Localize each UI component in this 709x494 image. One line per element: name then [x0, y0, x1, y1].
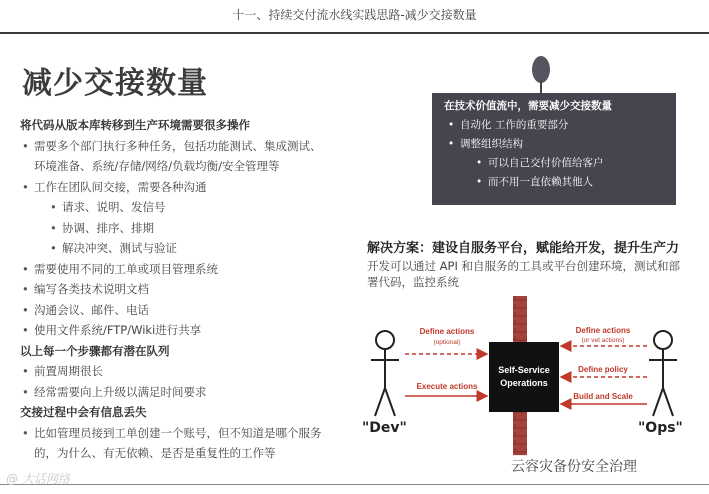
value-box-sub-2: • 而不用一直依赖其他人 [444, 173, 664, 192]
bullet-9: • 比如管理员接到工单创建一个账号，但不知道是哪个服务 [20, 423, 350, 444]
value-box-item-1: • 自动化 工作的重要部分 [444, 116, 664, 135]
left-define-actions-sub: (optional) [433, 339, 461, 346]
center-label-2: Operations [500, 378, 548, 388]
header-divider [0, 32, 709, 34]
bullet-2: • 工作在团队间交接，需要各种沟通 [20, 177, 350, 198]
self-service-box [489, 342, 559, 412]
sub-bullet-1: • 请求、说明、发信号 [20, 197, 350, 218]
sub-bullet-2: • 协调、排序、排期 [20, 218, 350, 239]
heading-2: 以上每一个步骤都有潜在队列 [20, 343, 170, 358]
bullet-1: • 需要多个部门执行多种任务，包括功能测试、集成测试、 [20, 136, 350, 157]
pin-icon [532, 56, 550, 83]
watermark-right: 云容灾备份安全治理 [508, 455, 640, 477]
page-header-title: 十一、持续交付流水线实践思路-减少交接数量 [232, 8, 477, 22]
value-stream-box [432, 93, 676, 205]
ops-person-icon [649, 331, 677, 416]
center-label-1: Self-Service [498, 365, 550, 375]
bullet-5: • 沟通会议、邮件、电话 [20, 300, 350, 321]
value-box-sub-1: • 可以自己交付价值给客户 [444, 154, 664, 173]
right-define-actions-label: Define actions [575, 326, 631, 335]
build-scale-label: Build and Scale [573, 392, 633, 401]
main-title: 减少交接数量 [22, 66, 208, 101]
execute-actions-label: Execute actions [416, 382, 478, 391]
bullet-3: • 需要使用不同的工单或项目管理系统 [20, 259, 350, 280]
bullet-1-cont: 环境准备、系统/存储/网络/负载均衡/安全管理等 [34, 159, 280, 173]
dev-label: "Dev" [362, 420, 407, 436]
bullet-9-cont: 的，为什么、有无依赖、是否是重复性的工作等 [34, 446, 276, 460]
sub-bullet-3: • 解决冲突、测试与验证 [20, 238, 350, 259]
bullet-7: • 前置周期很长 [20, 361, 350, 382]
define-policy-label: Define policy [578, 365, 628, 374]
bullet-4: • 编写各类技术说明文档 [20, 279, 350, 300]
pin-stem [540, 80, 542, 94]
value-box-title: 在技术价值流中，需要减少交接数量 [444, 100, 612, 112]
heading-3: 交接过程中会有信息丢失 [20, 405, 147, 419]
right-define-actions-sub: (or vet actions) [581, 337, 625, 344]
solution-title: 解决方案：建设自服务平台，赋能给开发，提升生产力 [367, 241, 680, 256]
left-define-actions-label: Define actions [419, 327, 475, 336]
watermark-left: @ 大话网络 [6, 472, 70, 486]
footer-divider [0, 484, 709, 485]
left-content [20, 115, 350, 464]
dev-person-icon [371, 331, 399, 416]
ops-label: "Ops" [638, 420, 683, 436]
value-box-item-2: • 调整组织结构 [444, 135, 664, 154]
solution-text: 开发可以通过 API 和自服务的工具或平台创建环境，测试和部署代码，监控系统 [367, 259, 681, 289]
bullet-8: • 经常需要向上升级以满足时间要求 [20, 382, 350, 403]
heading-1: 将代码从版本库转移到生产环境需要很多操作 [20, 118, 250, 132]
bullet-6: • 使用文件系统/FTP/Wiki进行共享 [20, 320, 350, 341]
